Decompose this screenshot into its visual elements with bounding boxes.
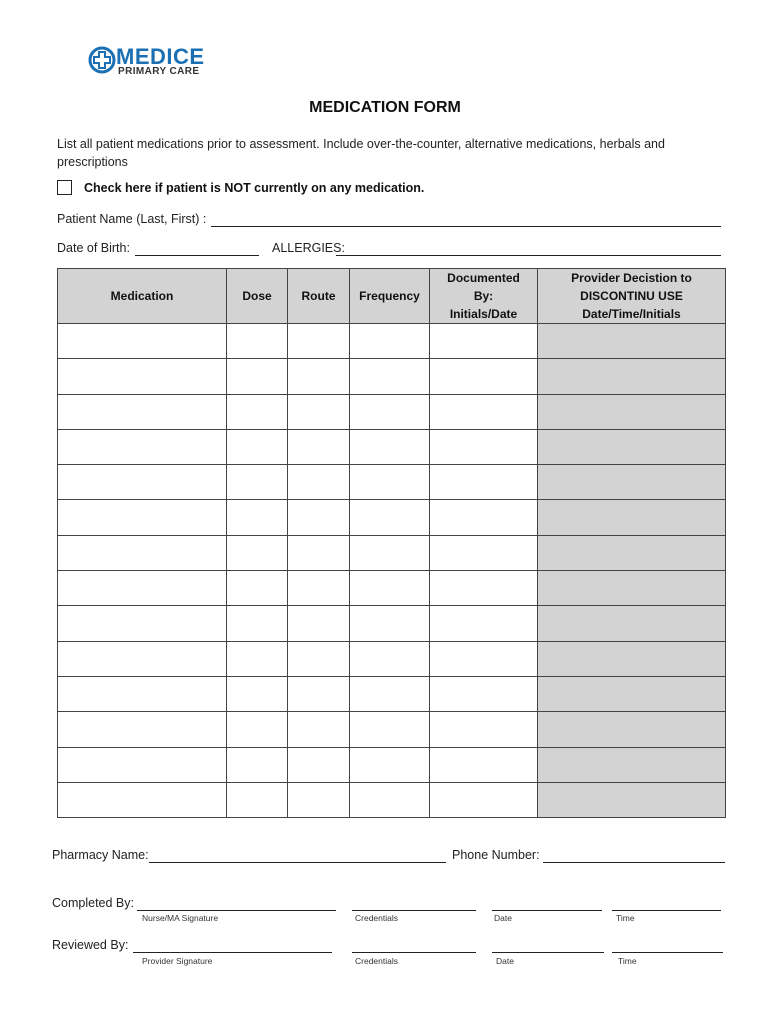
- form-title: MEDICATION FORM: [309, 99, 461, 116]
- cell-documented[interactable]: [430, 747, 538, 782]
- cell-medication[interactable]: [58, 571, 227, 606]
- table-row: [58, 429, 726, 464]
- cell-frequency[interactable]: [350, 606, 430, 641]
- cell-documented[interactable]: [430, 641, 538, 676]
- patient-name-field[interactable]: [211, 225, 721, 227]
- header-provider-line1: Provider Decistion to: [571, 271, 692, 285]
- table-row: [58, 782, 726, 817]
- cell-dose[interactable]: [227, 465, 288, 500]
- cell-route[interactable]: [288, 641, 350, 676]
- cell-frequency[interactable]: [350, 359, 430, 394]
- table-row: [58, 465, 726, 500]
- cell-route[interactable]: [288, 571, 350, 606]
- cell-provider-decision[interactable]: [538, 465, 726, 500]
- patient-name-row: [57, 212, 206, 226]
- form-intro: List all patient medications prior to assessment. Include over-the-counter, alternative medications, herbals and prescriptions: [57, 137, 665, 169]
- header-documented-line1: Documented: [447, 271, 520, 285]
- table-row: [58, 359, 726, 394]
- cell-frequency[interactable]: [350, 782, 430, 817]
- cell-dose[interactable]: [227, 500, 288, 535]
- cell-provider-decision[interactable]: [538, 676, 726, 711]
- medication-table: [57, 268, 726, 818]
- header-provider-line2: DISCONTINU USE: [580, 289, 683, 303]
- cell-medication[interactable]: [58, 676, 227, 711]
- header-frequency: Frequency: [350, 269, 430, 324]
- header-provider-line3: Date/Time/Initials: [582, 307, 681, 321]
- cell-provider-decision[interactable]: [538, 535, 726, 570]
- cell-route[interactable]: [288, 465, 350, 500]
- cell-route[interactable]: [288, 712, 350, 747]
- cell-documented[interactable]: [430, 359, 538, 394]
- pharmacy-field[interactable]: [149, 861, 446, 863]
- cell-frequency[interactable]: [350, 429, 430, 464]
- allergies-field[interactable]: [336, 254, 721, 256]
- cell-provider-decision[interactable]: [538, 394, 726, 429]
- cell-dose[interactable]: [227, 747, 288, 782]
- cell-dose[interactable]: [227, 535, 288, 570]
- cell-documented[interactable]: [430, 535, 538, 570]
- cell-medication[interactable]: [58, 606, 227, 641]
- cell-documented[interactable]: [430, 676, 538, 711]
- cell-frequency[interactable]: [350, 641, 430, 676]
- cell-dose[interactable]: [227, 429, 288, 464]
- cell-documented[interactable]: [430, 606, 538, 641]
- cell-route[interactable]: [288, 606, 350, 641]
- cell-provider-decision[interactable]: [538, 324, 726, 359]
- logo-name: MEDICE: [116, 44, 205, 69]
- medical-cross-icon: [88, 42, 118, 78]
- cell-medication[interactable]: [58, 747, 227, 782]
- cell-route[interactable]: [288, 782, 350, 817]
- header-provider-decision: [538, 269, 726, 324]
- cell-dose[interactable]: [227, 359, 288, 394]
- cell-route[interactable]: [288, 500, 350, 535]
- cell-provider-decision[interactable]: [538, 606, 726, 641]
- table-row: [58, 535, 726, 570]
- header-medication: Medication: [58, 269, 227, 324]
- cell-provider-decision[interactable]: [538, 641, 726, 676]
- provider-signature-caption: Provider Signature: [142, 956, 213, 966]
- cell-medication[interactable]: [58, 535, 227, 570]
- cell-frequency[interactable]: [350, 747, 430, 782]
- table-header-row: [58, 269, 726, 324]
- reviewed-signature-field[interactable]: [133, 951, 332, 953]
- reviewed-time-field[interactable]: [612, 951, 723, 953]
- table-row: [58, 324, 726, 359]
- cell-documented[interactable]: [430, 712, 538, 747]
- header-route: Route: [288, 269, 350, 324]
- cell-provider-decision[interactable]: [538, 782, 726, 817]
- logo-subtitle: PRIMARY CARE: [118, 66, 200, 77]
- cell-dose[interactable]: [227, 782, 288, 817]
- table-row: [58, 712, 726, 747]
- cell-route[interactable]: [288, 747, 350, 782]
- completed-time-field[interactable]: [612, 909, 721, 911]
- patient-name-label: Patient Name (Last, First) :: [57, 212, 207, 226]
- reviewed-date-caption: Date: [496, 956, 514, 966]
- cell-documented[interactable]: [430, 782, 538, 817]
- cell-documented[interactable]: [430, 324, 538, 359]
- completed-date-caption: Date: [494, 913, 512, 923]
- cell-medication[interactable]: [58, 500, 227, 535]
- cell-provider-decision[interactable]: [538, 429, 726, 464]
- cell-route[interactable]: [288, 535, 350, 570]
- cell-frequency[interactable]: [350, 571, 430, 606]
- cell-provider-decision[interactable]: [538, 747, 726, 782]
- completed-time-caption: Time: [616, 913, 635, 923]
- cell-frequency[interactable]: [350, 535, 430, 570]
- cell-route[interactable]: [288, 359, 350, 394]
- cell-dose[interactable]: [227, 641, 288, 676]
- phone-label: Phone Number:: [452, 848, 540, 862]
- cell-dose[interactable]: [227, 394, 288, 429]
- cell-frequency[interactable]: [350, 394, 430, 429]
- cell-medication[interactable]: [58, 782, 227, 817]
- cell-dose[interactable]: [227, 712, 288, 747]
- cell-dose[interactable]: [227, 571, 288, 606]
- cell-medication[interactable]: [58, 394, 227, 429]
- completed-credentials-field[interactable]: [352, 909, 476, 911]
- medice-logo: [88, 42, 228, 82]
- cell-documented[interactable]: [430, 429, 538, 464]
- cell-dose[interactable]: [227, 324, 288, 359]
- table-row: [58, 641, 726, 676]
- reviewed-time-caption: Time: [618, 956, 637, 966]
- reviewed-credentials-caption: Credentials: [355, 956, 398, 966]
- cell-frequency[interactable]: [350, 712, 430, 747]
- medication-table-body: [58, 324, 726, 818]
- cell-provider-decision[interactable]: [538, 359, 726, 394]
- cell-medication[interactable]: [58, 324, 227, 359]
- nurse-signature-caption: Nurse/MA Signature: [142, 913, 219, 923]
- table-row: [58, 747, 726, 782]
- cell-provider-decision[interactable]: [538, 712, 726, 747]
- cell-frequency[interactable]: [350, 324, 430, 359]
- cell-provider-decision[interactable]: [538, 571, 726, 606]
- allergies-label: ALLERGIES:: [272, 241, 345, 255]
- cell-frequency[interactable]: [350, 676, 430, 711]
- cell-documented[interactable]: [430, 394, 538, 429]
- cell-medication[interactable]: [58, 359, 227, 394]
- cell-frequency[interactable]: [350, 500, 430, 535]
- cell-medication[interactable]: [58, 429, 227, 464]
- cell-dose[interactable]: [227, 606, 288, 641]
- reviewed-credentials-field[interactable]: [352, 951, 476, 953]
- table-row: [58, 500, 726, 535]
- cell-frequency[interactable]: [350, 465, 430, 500]
- cell-medication[interactable]: [58, 641, 227, 676]
- reviewed-date-field[interactable]: [492, 951, 604, 953]
- dob-label: Date of Birth:: [57, 241, 130, 255]
- cell-route[interactable]: [288, 676, 350, 711]
- completed-date-field[interactable]: [492, 909, 602, 911]
- header-documented-line3: Initials/Date: [449, 307, 518, 321]
- cell-dose[interactable]: [227, 676, 288, 711]
- phone-field[interactable]: [543, 861, 725, 863]
- cell-documented[interactable]: [430, 500, 538, 535]
- table-row: [58, 394, 726, 429]
- table-row: [58, 676, 726, 711]
- cell-route[interactable]: [288, 429, 350, 464]
- table-row: [58, 606, 726, 641]
- completed-credentials-caption: Credentials: [355, 913, 398, 923]
- dob-field[interactable]: [135, 254, 259, 256]
- header-documented-line2: By:: [473, 289, 494, 303]
- completed-by-label: Completed By:: [52, 896, 134, 910]
- pharmacy-label: Pharmacy Name:: [52, 848, 149, 862]
- completed-signature-field[interactable]: [137, 909, 336, 911]
- cell-documented[interactable]: [430, 465, 538, 500]
- cell-medication[interactable]: [58, 465, 227, 500]
- no-medication-checkbox[interactable]: [57, 180, 72, 195]
- table-row: [58, 571, 726, 606]
- cell-documented[interactable]: [430, 571, 538, 606]
- header-dose: Dose: [227, 269, 288, 324]
- no-medication-label: Check here if patient is NOT currently on any medication.: [84, 181, 425, 195]
- cell-provider-decision[interactable]: [538, 500, 726, 535]
- cell-route[interactable]: [288, 324, 350, 359]
- cell-route[interactable]: [288, 394, 350, 429]
- header-documented: [430, 269, 538, 324]
- reviewed-by-label: Reviewed By:: [52, 938, 129, 952]
- cell-medication[interactable]: [58, 712, 227, 747]
